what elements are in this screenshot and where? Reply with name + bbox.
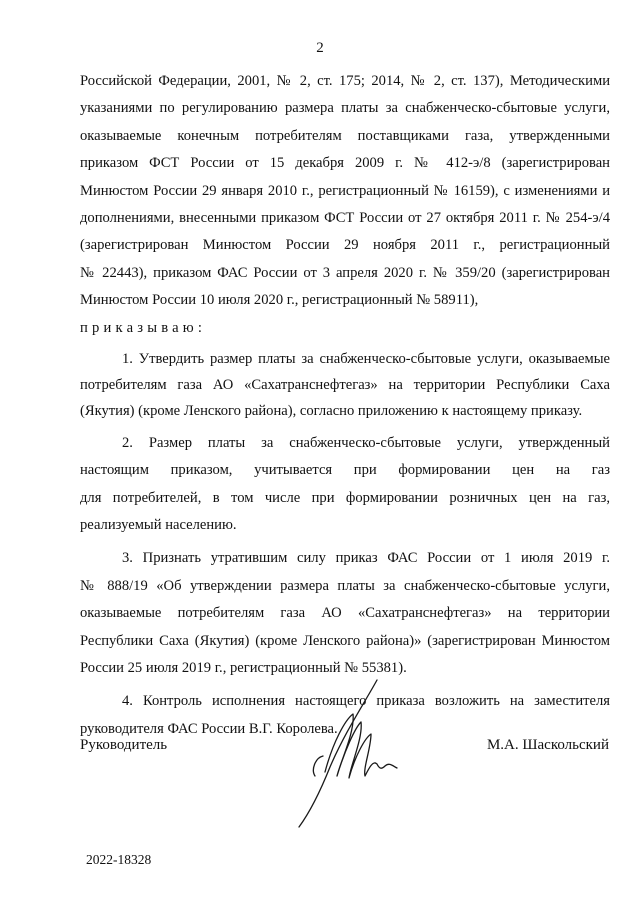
text-line: указаниями по регулированию размера платы за снабженческо-сбытовые услуги,	[80, 100, 610, 117]
text-line: (зарегистрирован Минюстом России 29 ноября 2011 г., регистрационный	[80, 237, 610, 254]
text-line: потребителям газа АО «Сахатранснефтегаз» на территории Республики Саха	[80, 376, 610, 393]
text-line: № 22443), приказом ФАС России от 3 апреля 2020 г. № 359/20 (зарегистрирован	[80, 264, 610, 281]
text-line: руководителя ФАС России В.Г. Королева.	[80, 720, 338, 737]
text-line: приказом ФСТ России от 15 декабря 2009 г. № 412-э/8 (зарегистрирован	[80, 155, 610, 172]
text-line: России 25 июля 2019 г., регистрационный № 55381).	[80, 660, 407, 677]
handwritten-signature	[285, 672, 405, 832]
text-line: Республики Саха (Якутия) (кроме Ленского района)» (зарегистрирован Минюстом	[80, 632, 610, 649]
text-line: Минюстом России 29 января 2010 г., регистрационный № 16159), с изменениями и	[80, 182, 610, 199]
text-line: реализуемый населению.	[80, 517, 237, 534]
order-word: приказываю:	[80, 319, 207, 336]
text-line: дополнениями, внесенными приказом ФСТ России от 27 октября 2011 г. № 254-э/4	[80, 209, 610, 226]
text-line: Российской Федерации, 2001, № 2, ст. 175; 2014, № 2, ст. 137), Методическими	[80, 73, 610, 89]
text-line: оказываемые потребителям газа АО «Сахатранснефтегаз» на территории	[80, 605, 610, 622]
order-item-3	[80, 545, 610, 682]
text-line: (Якутия) (кроме Ленского района), согласно приложению к настоящему приказу.	[80, 402, 583, 419]
text-line: настоящим приказом, учитывается при формировании цен на газ	[80, 462, 610, 479]
text-line: 1. Утвердить размер платы за снабженческо-сбытовые услуги, оказываемые	[122, 350, 610, 367]
text-line: оказываемые конечным потребителям поставщиками газа, утвержденными	[80, 127, 610, 144]
text-line: Минюстом России 10 июля 2020 г., регистрационный № 58911),	[80, 292, 479, 309]
preamble-paragraph	[80, 68, 610, 315]
signatory-position: Руководитель	[80, 737, 168, 753]
text-line: № 888/19 «Об утверждении размера платы за снабженческо-сбытовые услуги,	[80, 577, 610, 594]
text-line: для потребителей, в том числе при формировании розничных цен на газ,	[80, 489, 610, 506]
order-item-2	[80, 430, 610, 540]
signatory-name: М.А. Шаскольский	[486, 737, 609, 753]
page-number: 2	[316, 40, 324, 56]
order-item-1	[80, 346, 610, 424]
text-line: 3. Признать утратившим силу приказ ФАС России от 1 июля 2019 г.	[122, 550, 610, 567]
registration-number: 2022-18328	[86, 852, 152, 867]
text-line: 2. Размер платы за снабженческо-сбытовые услуги, утвержденный	[122, 434, 610, 451]
document-body	[80, 68, 610, 743]
text-line: 4. Контроль исполнения настоящего приказа возложить на заместителя	[122, 693, 610, 710]
